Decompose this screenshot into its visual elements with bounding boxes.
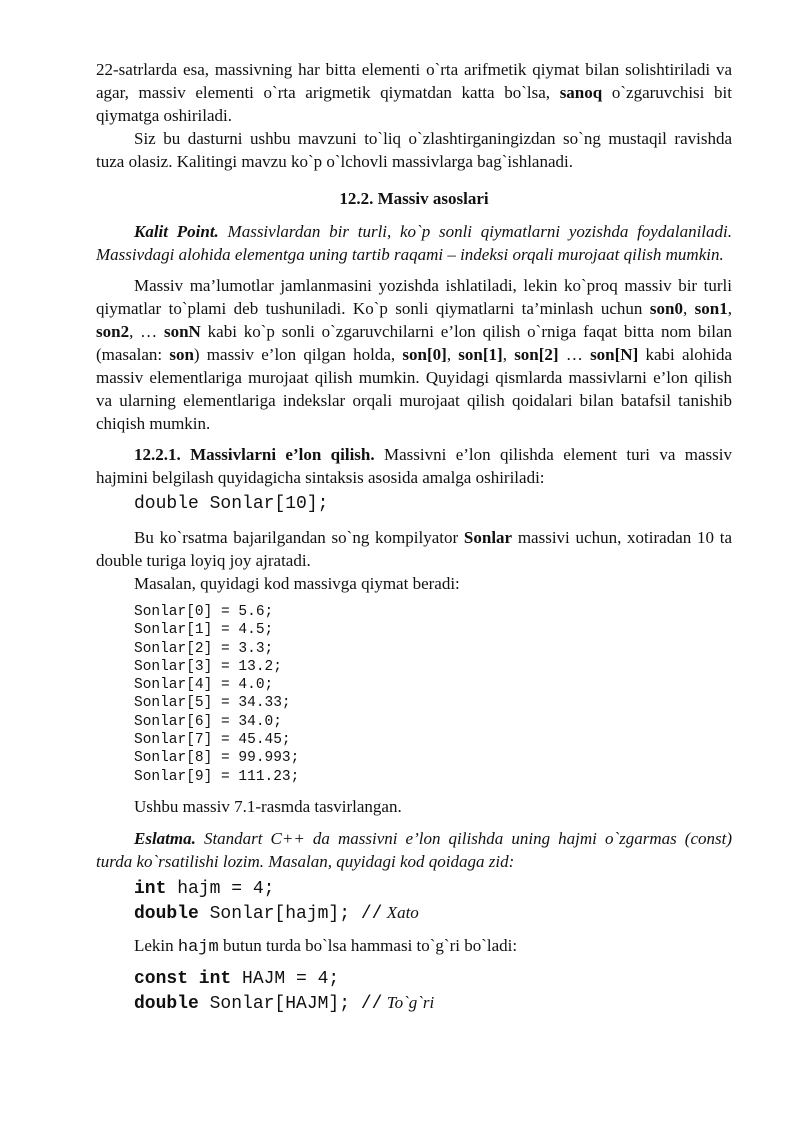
code-line: Sonlar[7] = 45.45; (134, 732, 291, 749)
code-line: Sonlar[5] = 34.33; (134, 695, 291, 712)
text: Lekin (134, 935, 178, 955)
text: Massivni e’lon qilishda element turi va massiv hajmini belgilash quyidagicha sintaksis asosida amalga oshiriladi: (96, 445, 733, 487)
keyword: double (134, 993, 199, 1014)
text: ) massiv e’lon qilgan holda, (193, 345, 403, 364)
paragraph-intro (96, 58, 732, 127)
code-line (134, 877, 732, 901)
text: , (682, 299, 695, 318)
text: Massiv ma’lumotlar jamlanmasini yozishda ishlatiladi, lekin ko`proq massiv bir turli qiymatlar to`plami deb tushuniladi. Ko`p sonli qiymatlarni ta’minlash uchun (96, 276, 732, 318)
text: 22-satrlarda esa, massivning har bitta elementi o`rta arifmetik qiymat bilan solishtiriladi va agar, massiv elementi o`rta arigmetik qiymatdan katta bo`lsa, (96, 60, 732, 102)
code-assignments (96, 603, 732, 786)
bold-term: son0 (649, 299, 683, 318)
paragraph-example-intro: Masalan, quyidagi kod massivga qiymat beradi: (134, 574, 460, 593)
code-bad-example (96, 877, 732, 926)
code-line: Sonlar[9] = 111.23; (134, 768, 300, 785)
code-good-example (96, 967, 732, 1016)
code-comment: Xato (382, 902, 419, 922)
subsection-paragraph (96, 443, 732, 489)
note-label: Eslatma. (134, 828, 196, 848)
code-line: Sonlar[1] = 4.5; (134, 622, 274, 639)
inline-code: hajm (177, 937, 219, 957)
note-text: Standart C++ da massivni e’lon qilishda uning hajmi o`zgarmas (const) turda ko`rsatilishi lozim. Masalan, quyidagi kod qoidaga zid: (96, 828, 732, 871)
code-line (134, 901, 732, 926)
bold-term: sonN (163, 322, 201, 341)
bold-term: son[1] (458, 345, 503, 364)
bold-term: son[2] (514, 345, 559, 364)
keyword: int (134, 878, 167, 899)
code-text: Sonlar[HAJM]; // (198, 993, 383, 1014)
text: , (446, 345, 459, 364)
text: , … (129, 322, 164, 341)
keyword: double (134, 903, 199, 924)
code-line (134, 967, 732, 991)
key-point-text: Massivlardan bir turli, ko`p sonli qiymatlarni yozishda foydalaniladi. Massivdagi alohida elementga uning tartib raqami – indeksi orqali murojaat qilish mumkin. (96, 222, 732, 264)
text: massivi uchun, xotiradan 10 ta double turiga loyiq joy ajratadi. (96, 528, 732, 570)
code-line (134, 991, 732, 1016)
document-page (96, 58, 732, 1016)
subsection-label: 12.2.1. Massivlarni e’lon qilish. (134, 445, 375, 464)
key-point-paragraph (96, 220, 732, 266)
text: , (727, 299, 732, 318)
paragraph-note-self-study: Siz bu dasturni ushbu mavzuni to`liq o`zlashtirganingizdan so`ng mustaqil ravishda tuza olasiz. Kalitingi mavzu ko`p o`lchovli massivlarga bag`ishlanadi. (96, 129, 732, 171)
paragraph-correct-intro (96, 934, 732, 959)
text: kabi alohida massiv elementlariga murojaat qilish mumkin. Quyidagi qismlarda massivlarni e’lon qilish va ularning elementlariga indekslar orqali murojaat qilish qoidalari bilan batafsil tanishib chiqish mumkin. (96, 345, 733, 433)
code-declaration: double Sonlar[10]; (134, 494, 329, 514)
key-point-label: Kalit Point. (134, 222, 219, 241)
code-line: Sonlar[6] = 34.0; (134, 713, 282, 730)
text: , (502, 345, 515, 364)
code-text: HAJM = 4; (231, 968, 340, 989)
paragraph-figure-ref: Ushbu massiv 7.1-rasmda tasvirlangan. (134, 796, 402, 816)
bold-term: son[N] (590, 345, 639, 364)
code-line: Sonlar[4] = 4.0; (134, 677, 274, 694)
code-line: Sonlar[8] = 99.993; (134, 750, 300, 767)
text: butun turda bo`lsa hammasi to`g`ri bo`ladi: (218, 935, 518, 955)
bold-term: son1 (694, 299, 728, 318)
keyword: const int (134, 968, 232, 989)
bold-term: sanoq (559, 83, 603, 102)
text: Bu ko`rsatma bajarilgandan so`ng kompilyator (134, 528, 464, 547)
note-paragraph (96, 827, 732, 873)
code-line: Sonlar[0] = 5.6; (134, 604, 274, 620)
bold-term: son2 (96, 322, 130, 341)
code-comment: To`g`ri (382, 992, 435, 1012)
bold-term: son (169, 345, 194, 364)
paragraph-compiler (96, 526, 732, 572)
text: … (558, 345, 591, 364)
bold-term: Sonlar (463, 528, 513, 547)
section-heading: 12.2. Massiv asoslari (339, 189, 489, 208)
paragraph-massiv-description (96, 274, 732, 435)
code-line: Sonlar[3] = 13.2; (134, 658, 282, 675)
code-text: Sonlar[hajm]; // (198, 903, 383, 924)
text: kabi ko`p sonli o`zgaruvchilarni e’lon qilish o`rniga faqat bitta nom bilan (masalan: (96, 322, 732, 364)
bold-term: son[0] (402, 345, 447, 364)
text: o`zgaruvchisi bit qiymatga oshiriladi. (96, 83, 733, 125)
code-text: hajm = 4; (166, 878, 275, 899)
code-line: Sonlar[2] = 3.3; (134, 640, 274, 657)
